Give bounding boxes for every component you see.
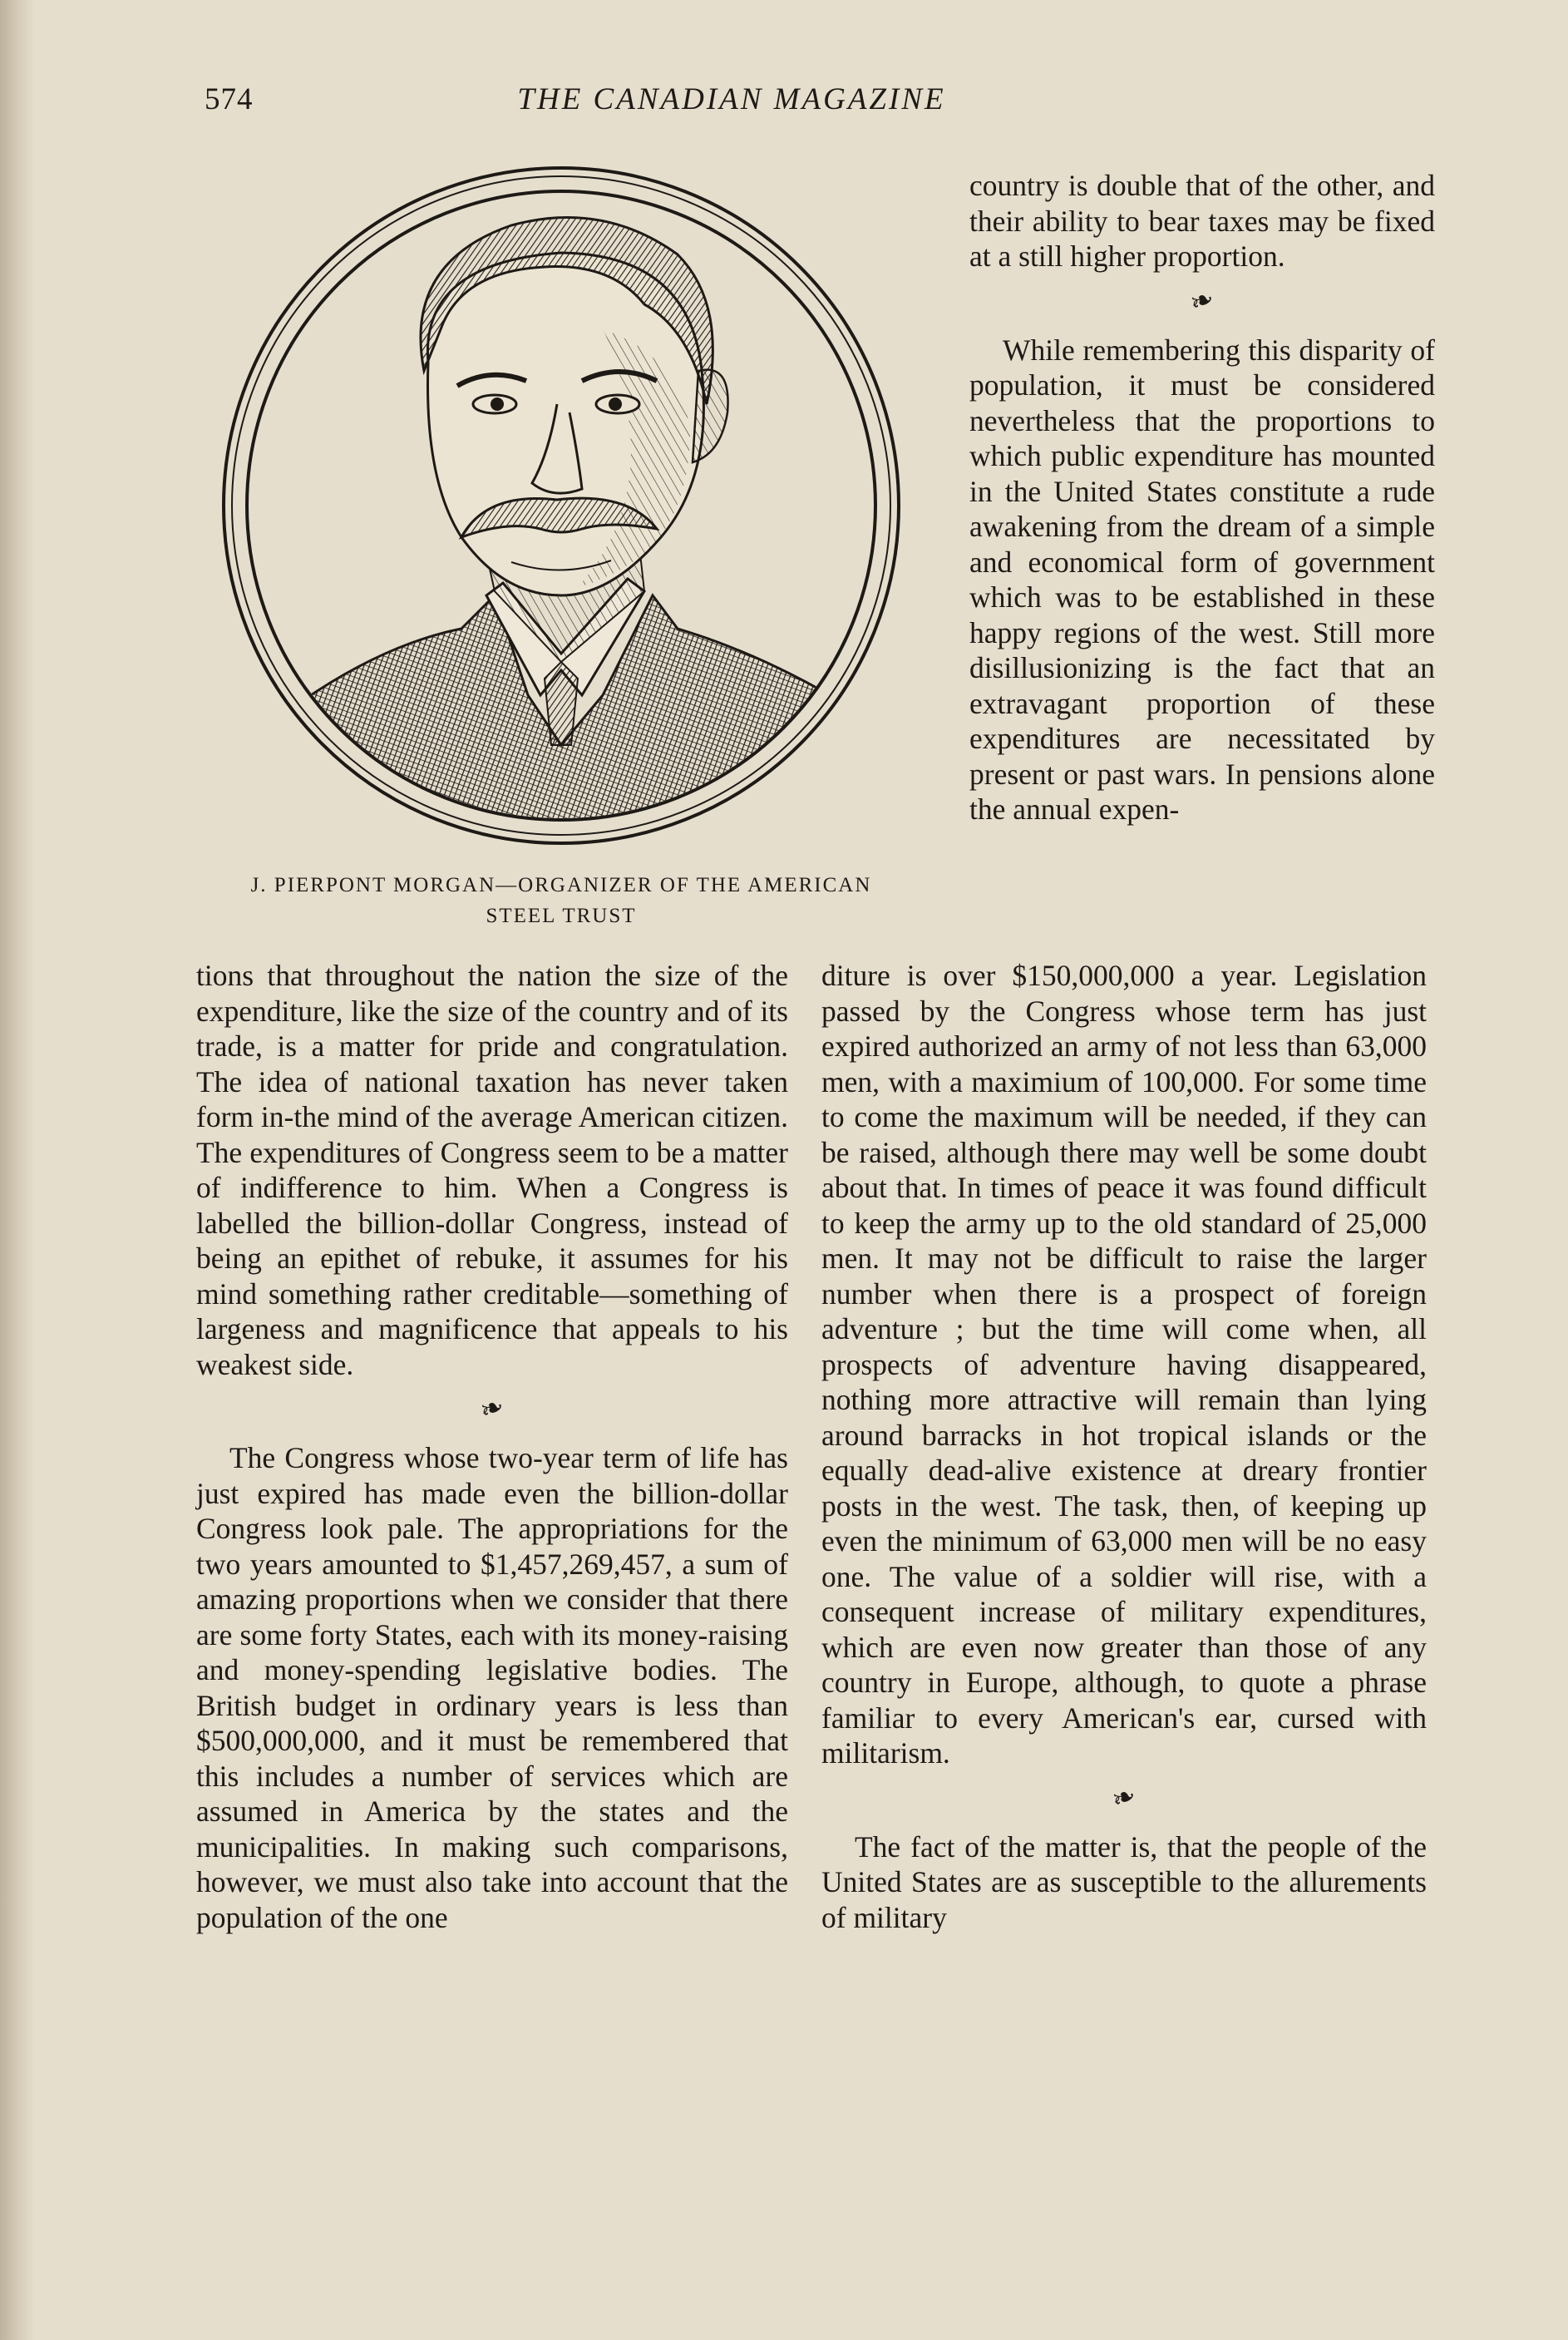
right-column-bottom bbox=[821, 958, 1427, 1935]
portrait-caption bbox=[200, 870, 923, 931]
section-ornament bbox=[821, 1780, 1427, 1818]
page-number: 574 bbox=[205, 82, 254, 116]
paragraph: The Congress whose two-year term of life has just expired has made even the billion-dollar Congress look pale. The appropriations for the two years amounted to $1,457,269,457, a sum of amazing proportions when we consider that there are some forty States, each with its money-raising and money-spending legislative bodies. The British budget in ordinary years is less than $500,000,000, and it must be remembered that this includes a number of services which are assumed in America by the states and the municipalities. In making such comparisons, however, we must also take into account that the population of the one bbox=[196, 1441, 788, 1934]
ear bbox=[693, 370, 728, 462]
fleuron-icon: ❧ bbox=[1107, 1779, 1141, 1817]
fleuron-icon: ❧ bbox=[1186, 282, 1219, 320]
caption-line: STEEL TRUST bbox=[486, 905, 637, 927]
caption-line: J. PIERPONT MORGAN—ORGANIZER OF THE AMERICAN bbox=[250, 874, 872, 896]
running-title: THE CANADIAN MAGAZINE bbox=[517, 82, 946, 116]
page-binding-edge bbox=[0, 0, 35, 2340]
left-column bbox=[196, 958, 788, 1935]
tie bbox=[545, 662, 578, 745]
section-ornament bbox=[196, 1390, 788, 1429]
paragraph: tions that throughout the nation the size of the expenditure, like the size of the country and of its trade, is a matter for pride and congratulation. The idea of national taxation has never taken form in-the mind of the average American citizen. The expenditures of Congress seem to be a matter of indifference to him. When a Congress is labelled the billion-dollar Congress, instead of being an epithet of rebuke, it assumes for his mind something rather creditable—something of largeness and magnificence that appeals to his weakest side. bbox=[196, 959, 788, 1381]
right-column-top bbox=[969, 168, 1435, 827]
fleuron-icon: ❧ bbox=[476, 1390, 509, 1428]
paragraph: The fact of the matter is, that the people of the United States are as susceptible to the allurements of military bbox=[821, 1829, 1427, 1934]
section-ornament bbox=[969, 283, 1435, 321]
paragraph: diture is over $150,000,000 a year. Legislation passed by the Congress whose term has just expired authorized an army of not less than 63,000 men, with a maximium of 100,000. For some time to come the maximum will be needed, if they can be raised, although there may well be some doubt about that. In times of peace it was found difficult to keep the army up to the old standard of 25,000 men. It may not be difficult to raise the larger number when there is a prospect of foreign adventure ; but the time will come when, all prospects of adventure having disappeared, nothing more attractive will remain than lying around barracks in hot tropical islands or the equally dead-alive existence at dreary frontier posts in the west. The task, then, of keeping up even the minimum of 63,000 men will be no easy one. The value of a soldier will rise, with a consequent increase of military expenditures, which are even now greater than those of any country in Europe, although, to quote a phrase familiar to every American's ear, cursed with militarism. bbox=[821, 959, 1427, 1770]
portrait-illustration bbox=[212, 163, 910, 853]
paragraph: country is double that of the other, and their ability to bear taxes may be fixed at a still higher proportion. bbox=[969, 169, 1435, 273]
paragraph: While remembering this disparity of population, it must be considered nevertheless that the proportions to which public expenditure has mounted in the United States constitute a rude awakening from the dream of a simple and economical form of government which was to be established in these happy regions of the west. Still more disillusionizing is the fact that an extravagant proportion of these expenditures are necessitated by present or past wars. In pensions alone the annual expen- bbox=[969, 333, 1435, 826]
